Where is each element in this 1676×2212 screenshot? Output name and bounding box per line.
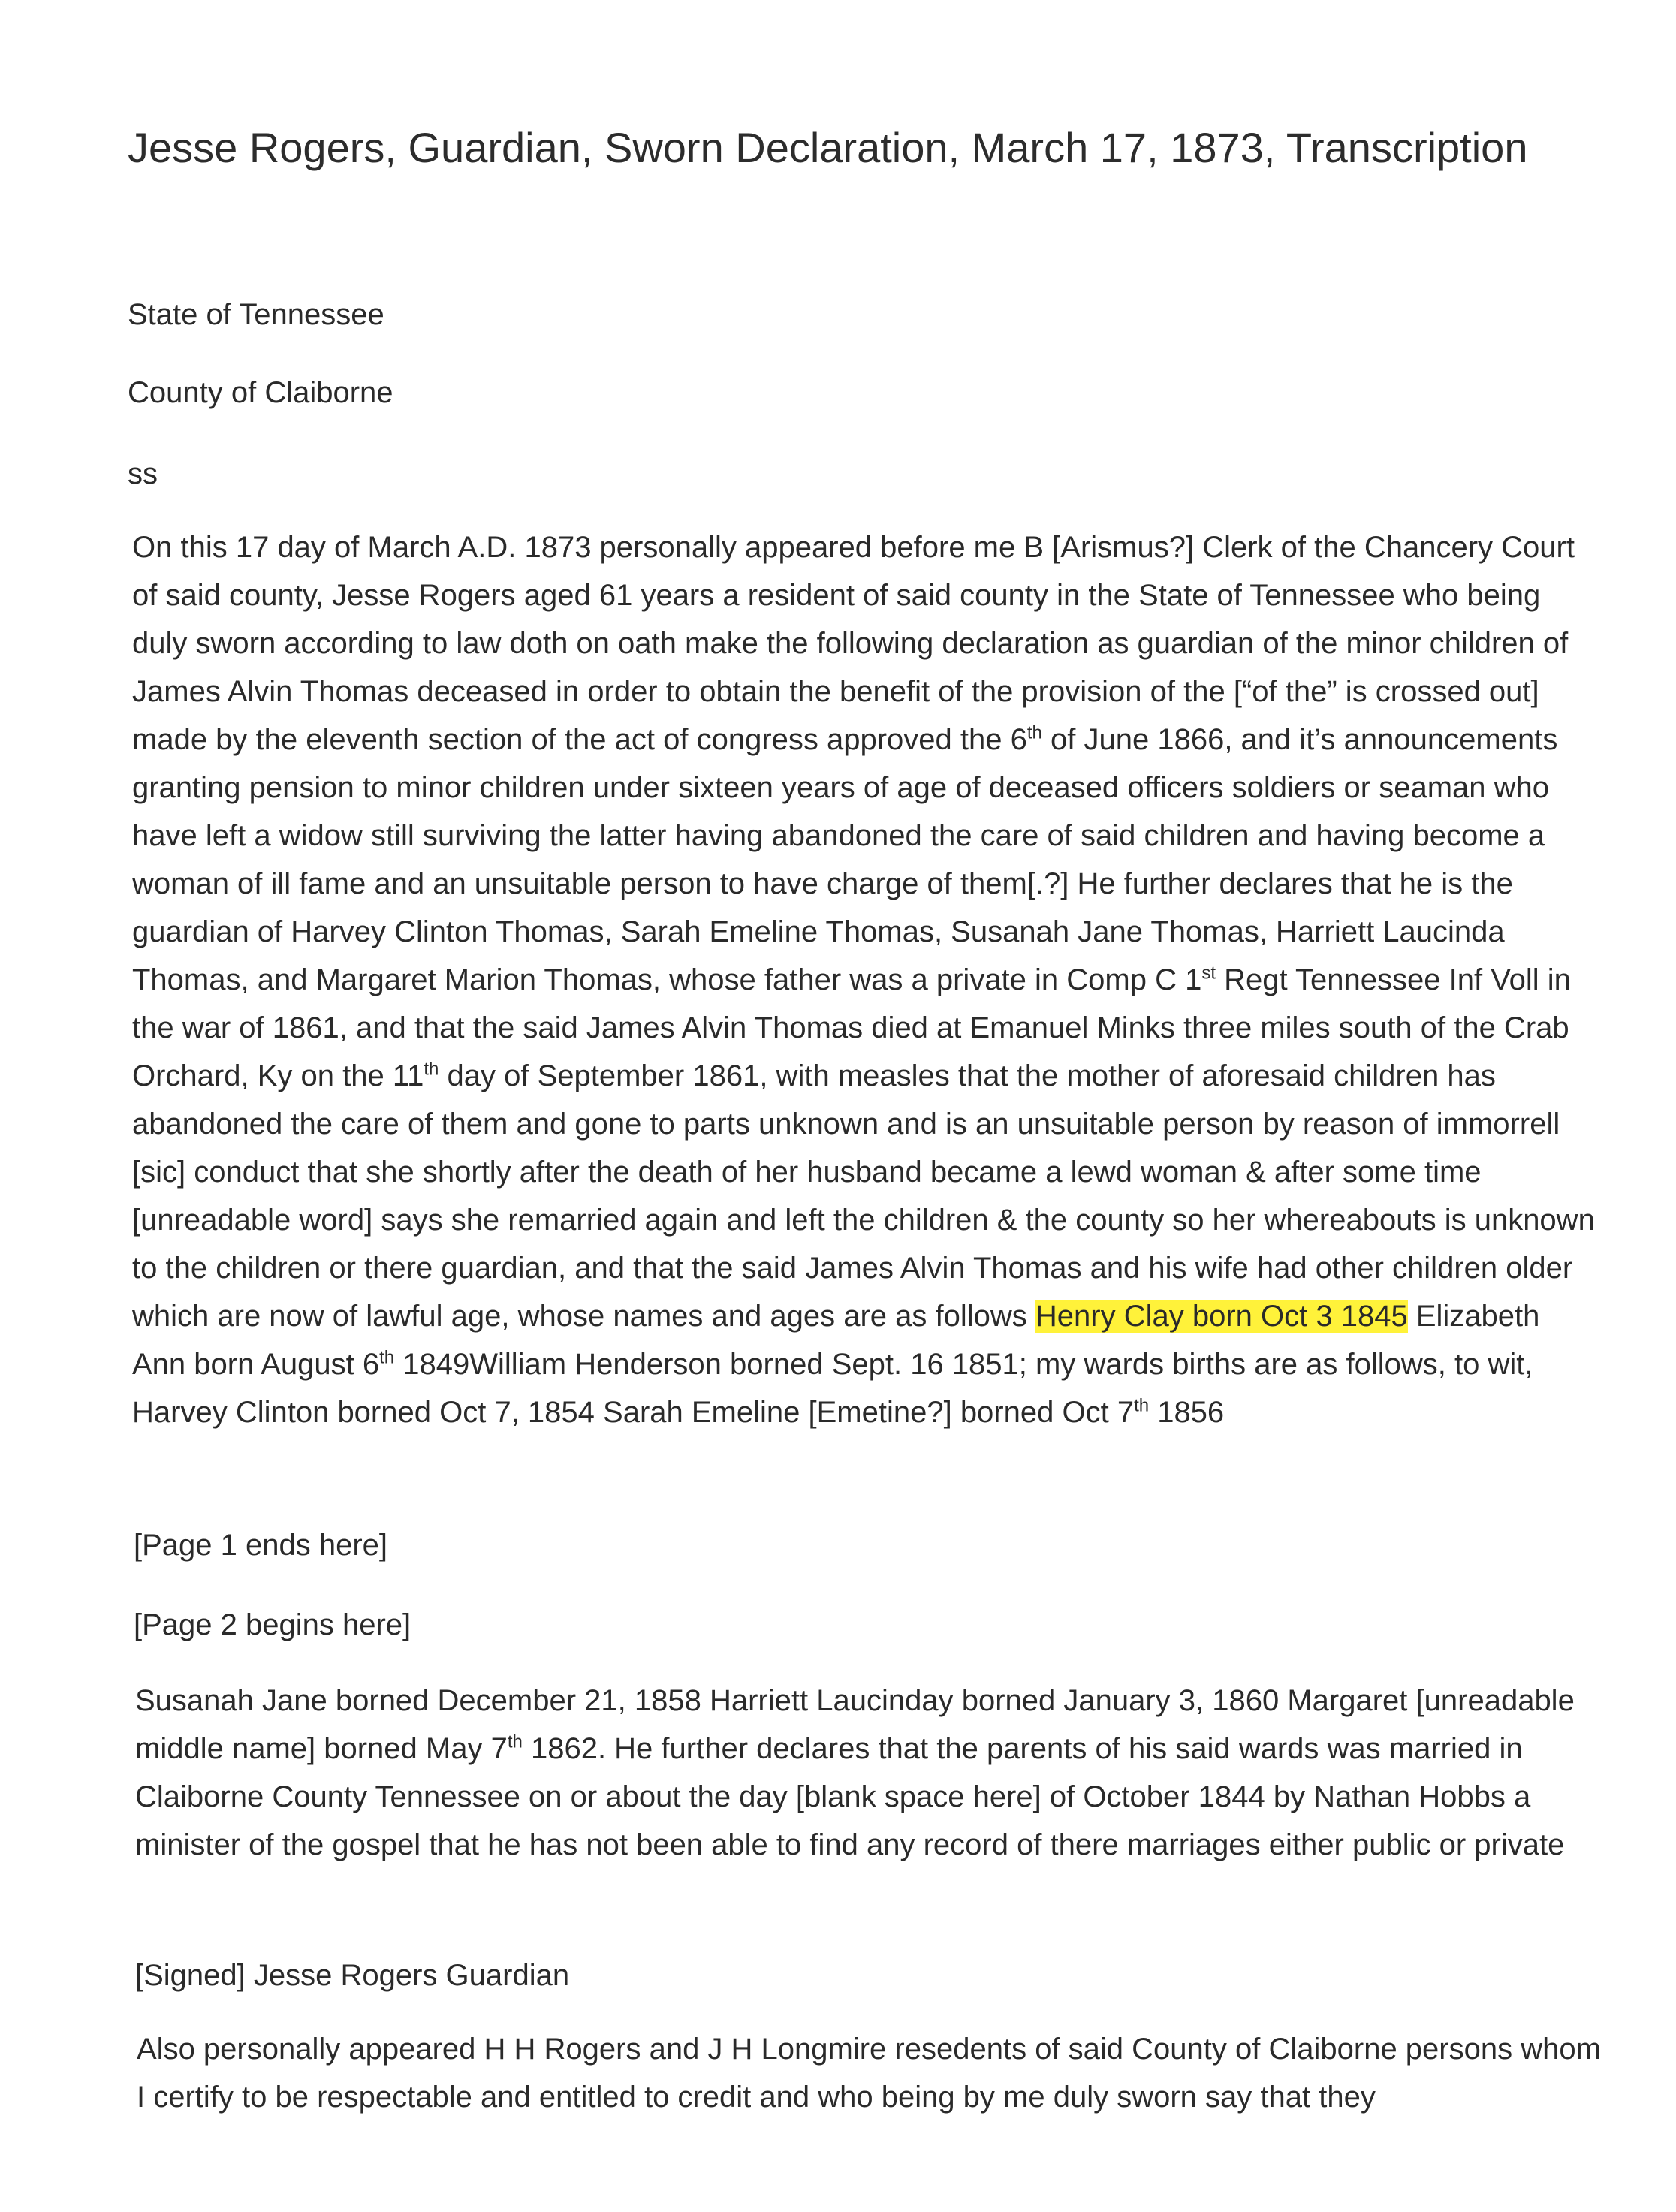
- para2-text-2: 1862. He further declares that the parents of his said wards was married in Claiborne County Tennessee on or about the day [blank space here] of October 1844 by Nathan Hobbs a minister of the gospel that he has not been able to find any record of there marriages either public or private: [135, 1732, 1565, 1861]
- para1-sup-1: th: [1026, 722, 1042, 743]
- signature-line: [Signed] Jesse Rogers Guardian: [135, 1959, 570, 1992]
- document-title: Jesse Rogers, Guardian, Sworn Declaration, March 17, 1873, Transcription: [128, 124, 1528, 171]
- witness-paragraph: Also personally appeared H H Rogers and J H Longmire resedents of said County of Claiborne persons whom I certify to be respectable and entitled to credit and who being by me duly sworn say that they: [137, 2033, 1601, 2114]
- ss-line: ss: [128, 457, 158, 490]
- para1-text-2: of June 1866, and it’s announcements granting pension to minor children under sixteen years of age of deceased officers soldiers or seaman who have left a widow still surviving the latter having abandoned the care of said children and having become a woman of ill fame and an unsuitable person to have charge of them[.?] He further declares that he is the guardian of Harvey Clinton Thomas, Sarah Emeline Thomas, Susanah Jane Thomas, Harriett Laucinda Thomas, and Margaret Marion Thomas, whose father was a private in Comp C 1: [132, 723, 1558, 996]
- highlighted-text: Henry Clay born Oct 3 1845: [1035, 1300, 1408, 1333]
- para1-text-4: day of September 1861, with measles that the mother of aforesaid children has abandoned the care of them and gone to parts unknown and is an unsuitable person by reason of immorrell [sic] conduct that she shortly after the death of her husband became a lewd woman & after some time [unreadable word] says she remarried again and left the children & the county so her whereabouts is unknown to the children or there guardian, and that the said James Alvin Thomas and his wife had other children older which are now of lawful age, whose names and ages are as follows: [132, 1059, 1595, 1333]
- para1-text-5: Elizabeth Ann born August 6: [132, 1300, 1540, 1381]
- para1-text-7: 1856: [1149, 1396, 1225, 1429]
- page1-end-marker: [Page 1 ends here]: [134, 1529, 388, 1562]
- para1-sup-2: st: [1201, 963, 1216, 984]
- para2-text-1: Susanah Jane borned December 21, 1858 Harriett Laucinday borned January 3, 1860 Margaret [unreadable middle name] borned May 7: [135, 1684, 1575, 1765]
- para1-sup-4: th: [379, 1347, 395, 1368]
- para1-text-1: On this 17 day of March A.D. 1873 personally appeared before me B [Arismus?] Clerk of the Chancery Court of said county, Jesse Rogers aged 61 years a resident of said county in the State of Tennessee who being duly sworn according to law doth on oath make the following declaration as guardian of the minor children of James Alvin Thomas deceased in order to obtain the benefit of the provision of the [“of the” is crossed out] made by the eleventh section of the act of congress approved the 6: [132, 531, 1575, 756]
- para1-sup-5: th: [1134, 1395, 1150, 1416]
- declaration-paragraph: [132, 523, 1596, 1436]
- para1-text-6: 1849William Henderson borned Sept. 16 1851; my wards births are as follows, to wit, Harvey Clinton borned Oct 7, 1854 Sarah Emeline [Emetine?] borned Oct 7: [132, 1348, 1533, 1429]
- page2-begin-marker: [Page 2 begins here]: [134, 1608, 411, 1641]
- state-line: State of Tennessee: [128, 298, 384, 331]
- para2-sup-1: th: [507, 1731, 523, 1752]
- wards-paragraph: [135, 1677, 1599, 1869]
- para1-sup-3: th: [424, 1059, 439, 1080]
- para1-text-3: Regt Tennessee Inf Voll in the war of 1861, and that the said James Alvin Thomas died at Emanuel Minks three miles south of the Crab Orchard, Ky on the 11: [132, 963, 1571, 1092]
- county-line: County of Claiborne: [128, 376, 393, 409]
